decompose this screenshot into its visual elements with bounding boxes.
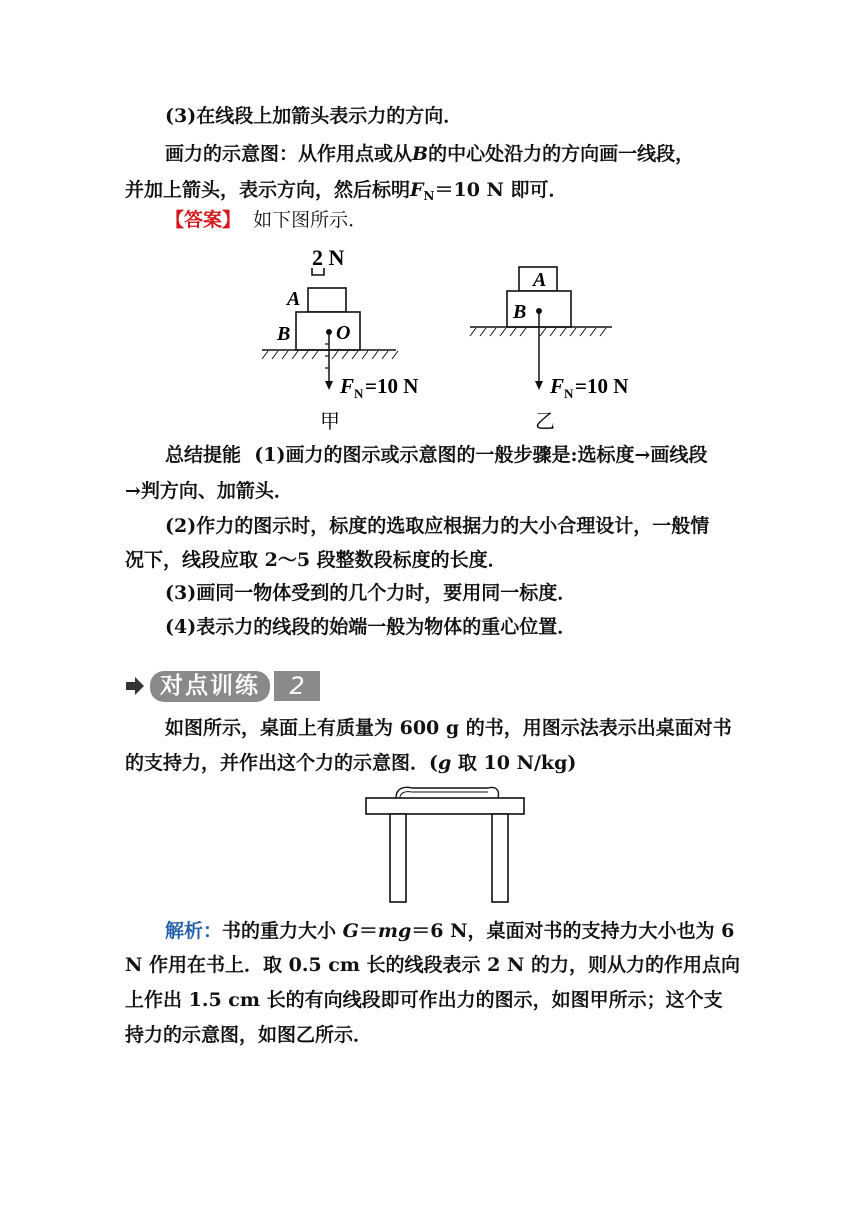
point-o-label: O	[336, 322, 351, 344]
section-title: 对点训练	[150, 670, 270, 702]
arrow-head-left	[325, 381, 333, 390]
section-banner	[124, 669, 320, 703]
summary-line-4: 况下，线段应取 2～5 段整数段标度的长度．	[125, 549, 507, 571]
jiexi-label: 解析：	[165, 920, 223, 942]
summary-line-5: (3)画同一物体受到的几个力时，要用同一标度．	[165, 582, 577, 604]
diagram-method-line-1: 画力的示意图：从作用点或从B的中心处沿力的方向画一线段，	[165, 143, 695, 165]
block-a	[308, 288, 346, 312]
arrow-right-icon	[124, 675, 146, 697]
answer-line: 【答案】 如下图所示．	[165, 209, 368, 231]
solution-line-4: 持力的示意图，如图乙所示．	[125, 1024, 373, 1046]
caption-right: 乙	[535, 411, 555, 433]
force-n-right: N	[564, 386, 574, 401]
arrow-head-right	[535, 381, 543, 390]
table-leg-left	[390, 814, 406, 902]
block-b-label: B	[277, 323, 291, 345]
ground-hatch-right	[470, 328, 606, 336]
block-a-right-label: A	[533, 269, 547, 291]
arrow-right-icon: →	[634, 444, 651, 466]
solution-line-1: 解析：书的重力大小 G＝mg＝6 N，桌面对书的支持力大小也为 6	[165, 920, 735, 942]
summary-line-6: (4)表示力的线段的始端一般为物体的重心位置．	[165, 616, 577, 638]
diagram-method-line-2: 并加上箭头，表示方向，然后标明$F_N=10$ N 即可．	[125, 179, 568, 203]
force-value-left: =10 N	[365, 374, 419, 398]
question-line-2: 的支持力，并作出这个力的示意图．(g 取 10 N/kg)	[125, 752, 577, 774]
table-figure	[360, 782, 530, 906]
answer-figure	[250, 238, 660, 438]
summary-line-3: (2)作力的图示时，标度的选取应根据力的大小合理设计，一般情	[165, 515, 710, 537]
section-number: 2	[274, 671, 320, 701]
step-3-text: (3)在线段上加箭头表示力的方向．	[165, 105, 463, 127]
block-a-label: A	[287, 288, 301, 310]
force-value-right: =10 N	[575, 374, 629, 398]
caption-left: 甲	[320, 411, 340, 433]
book	[396, 787, 499, 798]
arrow-right-icon: →	[125, 480, 141, 502]
figure-left	[262, 245, 418, 433]
solution-line-2: N 作用在书上．取 0.5 cm 长的线段表示 2 N 的力，则从力的作用点向	[125, 954, 740, 976]
block-b-right-label: B	[513, 301, 527, 323]
summary-line-2: →判方向、加箭头．	[125, 480, 293, 502]
table-top	[366, 798, 524, 814]
force-f-left: F	[340, 374, 355, 398]
figure-right	[470, 267, 628, 433]
answer-tag: 【答案】	[165, 209, 242, 231]
summary-line-1: 总结提能 (1)画力的图示或示意图的一般步骤是:选标度→画线段	[165, 444, 708, 466]
force-f-right: F	[550, 374, 565, 398]
solution-line-3: 上作出 1.5 cm 长的有向线段即可作出力的图示，如图甲所示；这个支	[125, 989, 723, 1011]
ground-hatch	[262, 351, 398, 359]
scale-label: 2 N	[312, 245, 345, 270]
table-leg-right	[492, 814, 508, 902]
force-n-left: N	[354, 386, 364, 401]
question-line-1: 如图所示，桌面上有质量为 600 g 的书，用图示法表示出桌面对书	[165, 717, 732, 739]
